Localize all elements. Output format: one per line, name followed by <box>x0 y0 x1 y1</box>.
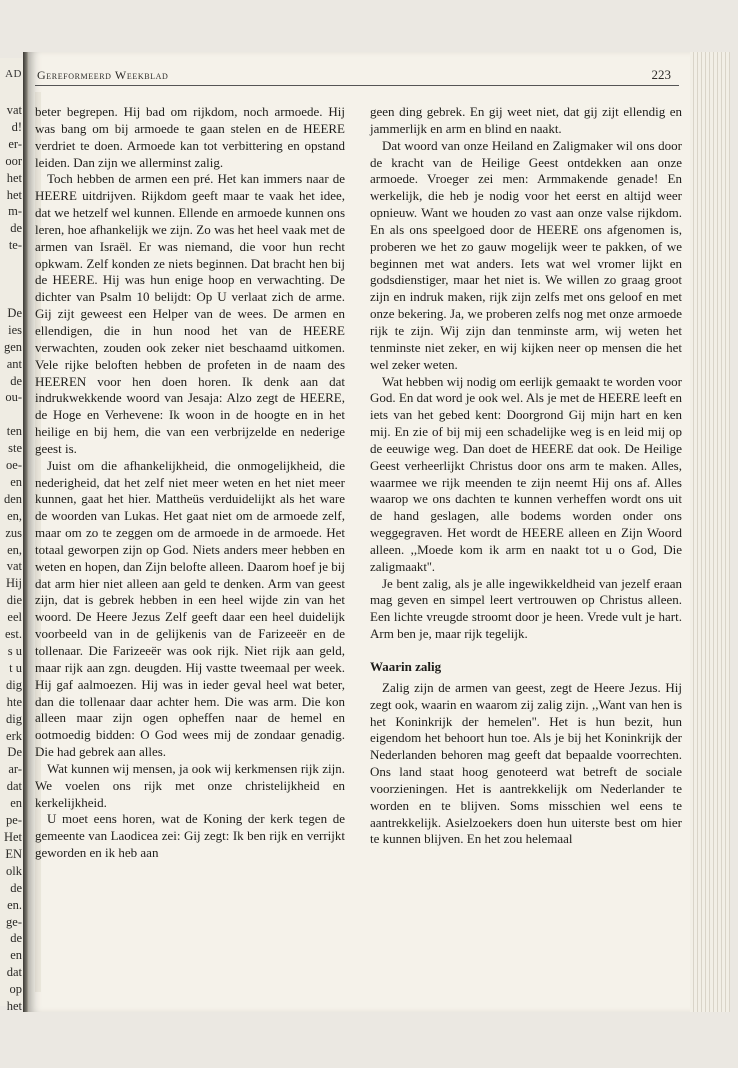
section-heading: Waarin zalig <box>370 659 442 674</box>
previous-page-fragment: dig <box>6 711 22 726</box>
previous-page-fragment: s u <box>7 644 22 658</box>
previous-page-fragment <box>0 271 22 288</box>
previous-page-fragment <box>0 288 22 305</box>
previous-page-fragment: Hij <box>6 576 22 591</box>
previous-page-fragment: ar- <box>8 762 22 777</box>
running-header-title: Gereformeerd Weekblad <box>37 68 169 82</box>
previous-page-fragment: oor <box>5 153 22 168</box>
previous-page-fragment: Het <box>3 829 22 844</box>
previous-page-fragment: erk <box>6 728 22 743</box>
previous-page-fragment: dig <box>6 677 22 692</box>
previous-page-fragment: de <box>10 880 22 895</box>
previous-page-fragment: eel <box>7 610 22 625</box>
previous-page-fragment: vat <box>6 103 22 117</box>
previous-page-fragment: de <box>10 373 22 388</box>
paragraph: Wat hebben wij nodig om eerlijk gemaakt te worden voor God. En dat word je ook wel. Als je met de HEERE leeft en iets van het gebed kent: Doorgrond Gij mijn hart en ken mij. En zie of bij mij een schadelijke weg is en leid mij op de eeuwige weg. Dan doet de HEERE dat ook. De Heilige Geest verheerlijkt Christus door ons arm te maken. Alles, waarmee we rijk meenden te zijn neemt Hij ons af. Alles waarop we ons dachten te kunnen verheffen wordt ons uit de hand geslagen, alle bodems worden onder ons weggegraven. Het wordt de HEERE alleen en Zijn Woord alleen. ,,Moede kom ik arm en naakt tot u o God, Die zaligmaakt''. <box>370 373 682 574</box>
previous-page-fragment: die <box>6 593 22 608</box>
previous-page-fragment: De <box>7 305 22 320</box>
previous-page-fragment: en <box>10 948 22 963</box>
previous-page-fragment: en. <box>7 897 22 912</box>
previous-page-fragment: m- <box>8 204 22 219</box>
previous-page-fragment: oe- <box>6 458 22 473</box>
previous-page-fragment: te- <box>8 238 22 253</box>
previous-page-fragment: ou- <box>5 390 22 405</box>
right-column <box>370 104 682 848</box>
previous-page-fragment: est. <box>4 627 22 642</box>
previous-page-text-fragments <box>0 102 22 1015</box>
paragraph: Wat kunnen wij mensen, ja ook wij kerkmensen rijk zijn. We voelen ons rijk met onze christelijkheid en kerkelijkheid. <box>35 760 345 810</box>
previous-page-fragment: het <box>6 999 22 1014</box>
previous-page-fragment: het <box>6 187 22 202</box>
previous-page-fragment: de <box>10 221 22 236</box>
magazine-page <box>29 52 693 1012</box>
previous-page-fragment: De <box>7 745 22 760</box>
previous-page-fragment: en <box>10 474 22 489</box>
paragraph: Toch hebben de armen een pré. Het kan immers naar de HEERE uitdrijven. Rijkdom geeft maar te vaak het idee, dat we hetzelf wel kunnen. Ellende en armoede kunnen ons leren, hoe afhankelijk we zijn. Zo was het heel vaak met de armen van Israël. Er was niemand, die voor hun recht opkwam. Zelf konden ze niets beginnen. Dat bracht hen bij de HEERE. Hij was hun enige hoop en verwachting. De dichter van Psalm 10 belijdt: Op U verlaat zich de arme. Gij zijt geweest een Helper van de wees. De armen en ellendigen, die in hun nood het van de HEERE verwachten, zouden ook zeker niet beschaamd uitkomen. Vele rijke beloften hebben de profeten in de naam des HEEREN voor hen doen horen. Ik denk aan dat indrukwekkende woord van Jesaja: Alzo zegt de HEERE, de Hoge en Verhevene: Ik woon in de hoogte en in het heilige en bij hem, die van een verbrijzelde en nederige geest is. <box>35 171 345 456</box>
paragraph: U moet eens horen, wat de Koning der kerk tegen de gemeente van Laodicea zei: Gij zegt: Ik ben rijk en verrijkt geworden en ik heb aan <box>35 811 345 861</box>
previous-page-fragment: en, <box>7 508 22 523</box>
previous-page-fragment: d! <box>11 119 22 134</box>
previous-page-fragment: ies <box>8 322 22 337</box>
page-stack-edges <box>690 52 730 1012</box>
previous-page-edge <box>0 58 24 1014</box>
previous-page-fragment: hte <box>6 694 22 709</box>
previous-page-fragment: ste <box>8 441 22 456</box>
previous-page-fragment: op <box>9 982 22 997</box>
previous-page-fragment: ge- <box>6 914 22 929</box>
paragraph: geen ding gebrek. En gij weet niet, dat gij zijt ellendig en jammerlijk en arm en blind en naakt. <box>370 104 682 136</box>
previous-page-fragment: dat <box>6 965 22 980</box>
previous-page-fragment: EN <box>5 846 22 861</box>
previous-page-fragment: en <box>10 796 22 811</box>
previous-page-fragment: t u <box>9 660 22 675</box>
page-number: 223 <box>651 67 671 82</box>
previous-page-fragment: ten <box>6 424 22 439</box>
previous-page-fragment: olk <box>6 863 22 878</box>
paragraph: Je bent zalig, als je alle ingewikkeldheid van jezelf eraan mag geven en simpel leert vertrouwen op Christus alleen. Een lichte vreugde stroomt door je heen. Vrede vult je hart. Arm ben je, maar rijk tegelijk. <box>370 575 682 642</box>
previous-page-fragment: den <box>3 491 22 506</box>
previous-page-fragment: gen <box>3 339 22 354</box>
paragraph: beter begrepen. Hij bad om rijkdom, noch armoede. Hij was bang om bij armoede te gaan stelen en de HEERE verdriet te doen. Armoede kan tot verbittering en opstand leiden. Dan zijn we allerminst zalig. <box>35 104 345 170</box>
previous-page-fragment: het <box>6 170 22 185</box>
previous-page-fragment: dat <box>6 779 22 794</box>
previous-page-fragment: vat <box>6 559 22 574</box>
previous-page-fragment: en, <box>7 542 22 557</box>
paragraph: Zalig zijn de armen van geest, zegt de Heere Jezus. Hij zegt ook, waarin en waarom zij zalig zijn. ,,Want van hen is het Koninkrijk der hemelen''. Het is hun bezit, hun eigendom het behoort hun toe. Als je bij het Koninkrijk der Nederlanden behoren mag geeft dat bepaalde voorrechten. Ons land staat hoog genoteerd wat betreft de sociale voorzieningen. Het is aantrekkelijk om Nederlander te worden en te blijven. Soms misschien wel eens te aantrekkelijk. Asielzoekers doen hun uiterste best om hier te kunnen blijven. En het zou helemaal <box>370 679 682 847</box>
paragraph: Juist om die afhankelijkheid, die onmogelijkheid, die nederigheid, dat het zelf niet meer weten en het niet meer kunnen, gaat het hier. Mattheüs verduidelijkt als het ware de woorden van Lukas. Het gaat niet om de armoede zelf, maar om zo te zeggen om de armoede in de armoede. Het totaal geworpen zijn op God. Niets anders meer hebben en weten en hopen, dan Zijn belofte alleen. Daarom hoef je bij dat arm hier niet alleen aan geld te denken. Arm van geest zijn, dat is gebrek hebben in een heel wijde zin van het woord. De Heere Jezus Zelf geeft daar een heel duidelijk voorbeeld van in de gelijkenis van de Farizeeër en de tollenaar. Die Farizeeër was ook rijk. Niet rijk aan geld, maar rijk aan zgn. deugden. Hij vastte tweemaal per week. Hij gaf aalmoezen. Hij was in ieder geval heel wat beter, dan die tollenaar daar achter hem. Die was arm. Die kon alleen maar zijn ogen opheffen naar de hemel en ootmoedig bidden: O God wees mij de zondaar genadig. Die had gebrek aan alles. <box>35 457 345 760</box>
previous-page-fragment <box>0 406 22 423</box>
previous-page-fragment: zus <box>5 525 22 540</box>
previous-page-fragment: ant <box>6 356 22 371</box>
previous-page-fragment <box>0 254 22 271</box>
left-column <box>35 104 345 862</box>
previous-page-header: AD <box>5 68 22 80</box>
previous-page-fragment: er- <box>8 136 22 151</box>
previous-page-fragment: de <box>10 931 22 946</box>
previous-page-fragment: pe- <box>6 813 22 828</box>
paragraph: Dat woord van onze Heiland en Zaligmaker wil ons door de kracht van de Heilige Geest ontdekken aan onze armoede. Vroeger zei men: Armmakende genade! En werkelijk, die heb je nodig voor het eerst en altijd weer opnieuw. Want we houden zo vast aan onze valse rijkdom. En als ons speelgoed door de HEERE ons afgenomen is, proberen we het zo gauw mogelijk weer te pakken, of we beginnen met wat anders. Iets wat wel vromer lijkt en godsdienstiger, maar het niet is. We willen zo graag groot zijn en indruk maken, rijk zijn zelfs met ons geloof en met onze bekering. Ja, we proberen zelfs nog met onze armoede rijk te zijn. Wij zijn dan tenminste arm, wij weten het tenminste niet zeker, en wij kijken neer op mensen die het wel zeker weten. <box>370 137 682 372</box>
header-rule <box>35 85 679 86</box>
